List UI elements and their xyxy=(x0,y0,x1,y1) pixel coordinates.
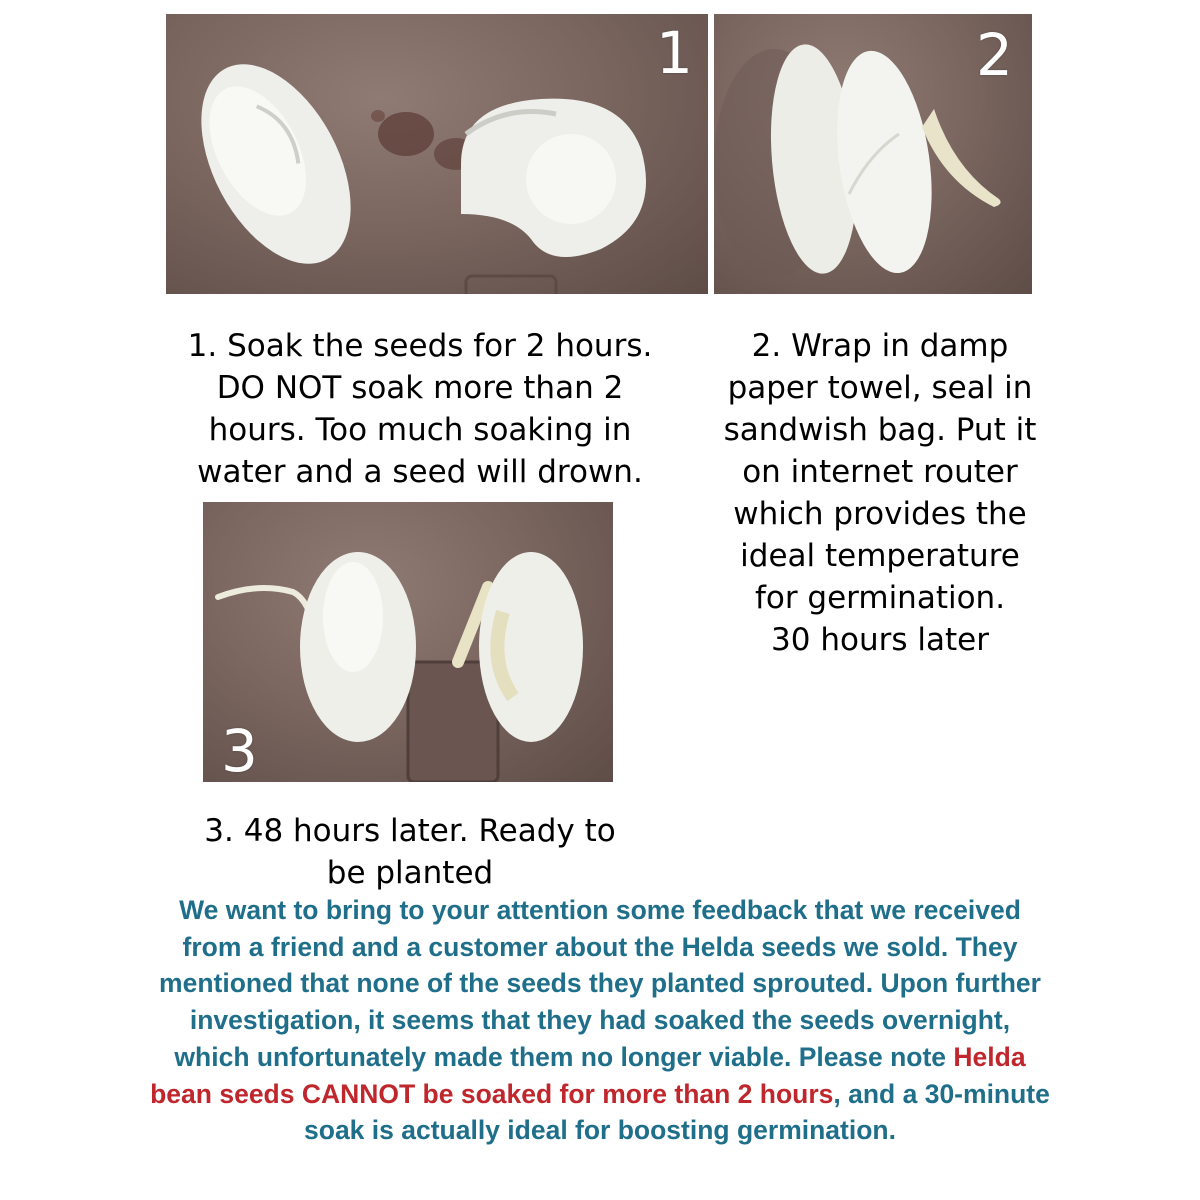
step-3-photo xyxy=(203,502,613,782)
step-1-photo xyxy=(166,14,708,294)
step-2-caption: 2. Wrap in damp paper towel, seal in sandwish bag. Put it on internet router which provides the ideal temperature for germination. 30 hours later xyxy=(723,328,1037,658)
step-1-number: 1 xyxy=(656,19,693,87)
step-2-number: 2 xyxy=(976,21,1013,89)
notice-text-part-2: , and a 30-minute soak is actually ideal for boosting germination. xyxy=(304,1078,1050,1146)
soaked-seeds-image xyxy=(166,14,708,294)
soaking-warning-notice xyxy=(150,892,1050,1149)
notice-text-part-1: We want to bring to your attention some feedback that we received from a friend and a customer about the Helda seeds we sold. They mentioned that none of the seeds they planted sprouted. Upon further investigation, it seems that they had soaked the seeds overnight, which unfortunately made them no longer viable. Please note xyxy=(159,895,1041,1072)
notice-warning-highlight: Helda bean seeds CANNOT be soaked for more than 2 hours xyxy=(150,1041,1026,1109)
sprouted-seeds-image xyxy=(203,502,613,782)
step-3-caption: 3. 48 hours later. Ready to be planted xyxy=(204,813,616,891)
step-2-photo xyxy=(714,14,1032,294)
step-1-caption: 1. Soak the seeds for 2 hours. DO NOT soak more than 2 hours. Too much soaking in water and a seed will drown. xyxy=(187,328,653,490)
step-3-number: 3 xyxy=(221,717,258,782)
